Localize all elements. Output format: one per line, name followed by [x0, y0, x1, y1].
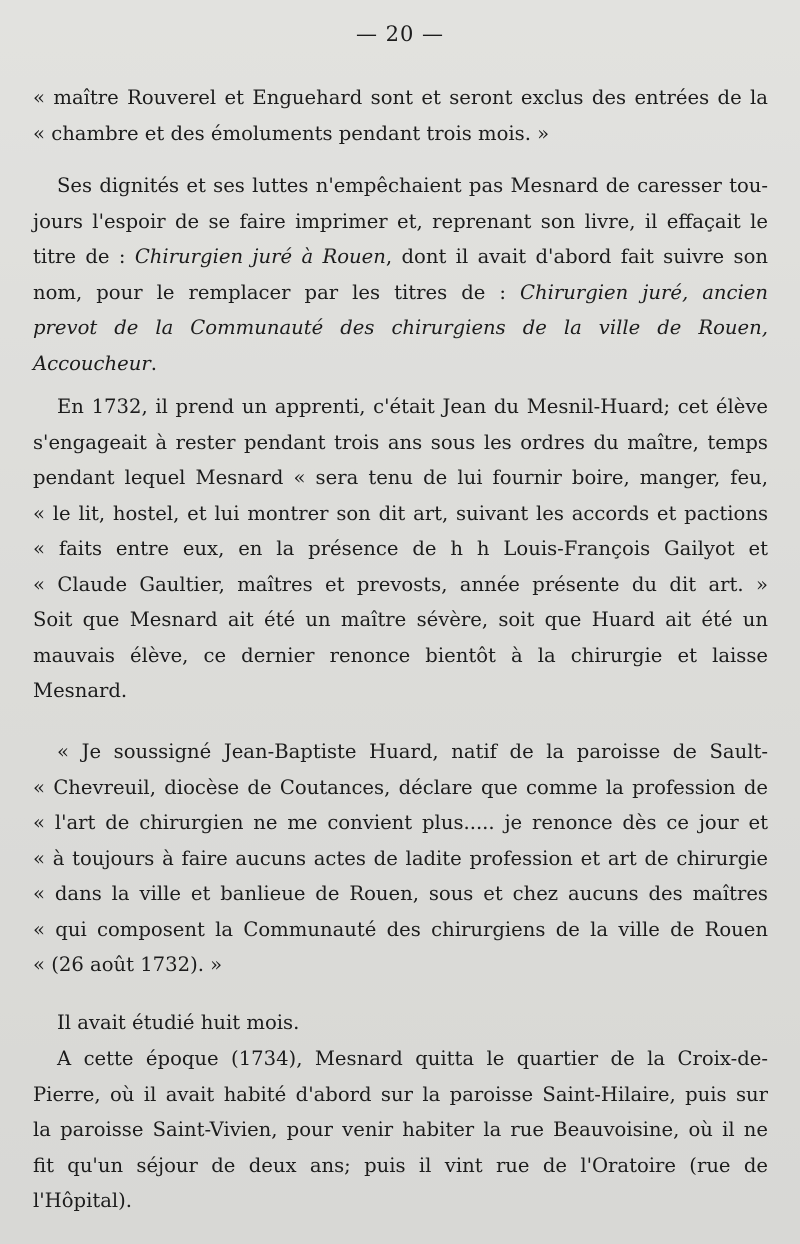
- text-line: la paroisse Saint-Vivien, pour venir habiter la rue Beauvoisine, où il ne: [33, 1118, 768, 1141]
- paragraph-declaration: [33, 734, 768, 983]
- text-line: Mesnard.: [33, 679, 128, 702]
- text-line: Il avait étudié huit mois.: [57, 1011, 300, 1034]
- text-line: En 1732, il prend un apprenti, c'était Jean du Mesnil-Huard; cet élève: [57, 395, 768, 418]
- text-line: « Chevreuil, diocèse de Coutances, déclare que comme la profession de: [33, 775, 768, 799]
- italic-title: Accoucheur: [33, 351, 151, 375]
- text-line-italic-mixed: nom, pour le remplacer par les titres de : Chirurgien juré, ancien: [33, 280, 768, 304]
- paragraph-huit-mois: [33, 1005, 768, 1041]
- paragraph-dignites: [33, 168, 768, 381]
- text-line: Soit que Mesnard ait été un maître sévère, soit que Huard ait été un: [33, 608, 768, 631]
- paragraph-quote-end: [33, 80, 768, 151]
- text-line: « dans la ville et banlieue de Rouen, sous et chez aucuns des maîtres: [33, 882, 768, 905]
- text-line: « (26 août 1732). »: [33, 953, 223, 976]
- text-line: « l'art de chirurgien ne me convient plus..... je renonce dès ce jour et: [33, 811, 768, 834]
- text-line-italic: Accoucheur.: [33, 351, 157, 375]
- text-line: A cette époque (1734), Mesnard quitta le quartier de la Croix-de-: [57, 1047, 768, 1070]
- text-line: l'Hôpital).: [33, 1189, 133, 1212]
- text-line: « Claude Gaultier, maîtres et prevosts, année présente du dit art. »: [33, 572, 768, 596]
- text-line: jours l'espoir de se faire imprimer et, reprenant son livre, il effaçait le: [33, 209, 768, 233]
- text-line: « chambre et des émoluments pendant trois mois. »: [33, 121, 550, 145]
- italic-title: Chirurgien juré à Rouen: [134, 245, 386, 268]
- page-number: — 20 —: [355, 22, 445, 46]
- text-line: « le lit, hostel, et lui montrer son dit art, suivant les accords et pactions: [33, 501, 768, 525]
- text-line: mauvais élève, ce dernier renonce bientôt à la chirurgie et laisse: [33, 643, 768, 667]
- text-line: « maître Rouverel et Enguehard sont et seront exclus des entrées de la: [33, 86, 768, 109]
- italic-title: prevot de la Communauté des chirurgiens de la ville de Rouen,: [33, 316, 768, 339]
- paragraph-apprenti: [33, 389, 768, 709]
- text-line: Ses dignités et ses luttes n'empêchaient pas Mesnard de caresser tou-: [57, 174, 768, 197]
- text-line: s'engageait à rester pendant trois ans sous les ordres du maître, temps: [33, 430, 768, 454]
- text-line: « Je soussigné Jean-Baptiste Huard, natif de la paroisse de Sault-: [57, 740, 768, 763]
- paragraph-epoque: [33, 1041, 768, 1219]
- text-line: fit qu'un séjour de deux ans; puis il vint rue de l'Oratoire (rue de: [33, 1153, 768, 1177]
- text-line: « faits entre eux, en la présence de h h Louis-François Gailyot et: [33, 537, 768, 560]
- text-line: « à toujours à faire aucuns actes de ladite profession et art de chirurgie: [33, 846, 768, 870]
- text-line: Pierre, où il avait habité d'abord sur la paroisse Saint-Hilaire, puis sur: [33, 1082, 768, 1106]
- text-line-italic: [33, 310, 768, 346]
- italic-title: Chirurgien juré, ancien: [520, 280, 768, 304]
- text-line: pendant lequel Mesnard « sera tenu de lui fournir boire, manger, feu,: [33, 466, 768, 489]
- text-line: « qui composent la Communauté des chirurgiens de la ville de Rouen: [33, 917, 768, 941]
- text-line-italic-mixed: titre de : Chirurgien juré à Rouen, dont il avait d'abord fait suivre son: [33, 245, 768, 268]
